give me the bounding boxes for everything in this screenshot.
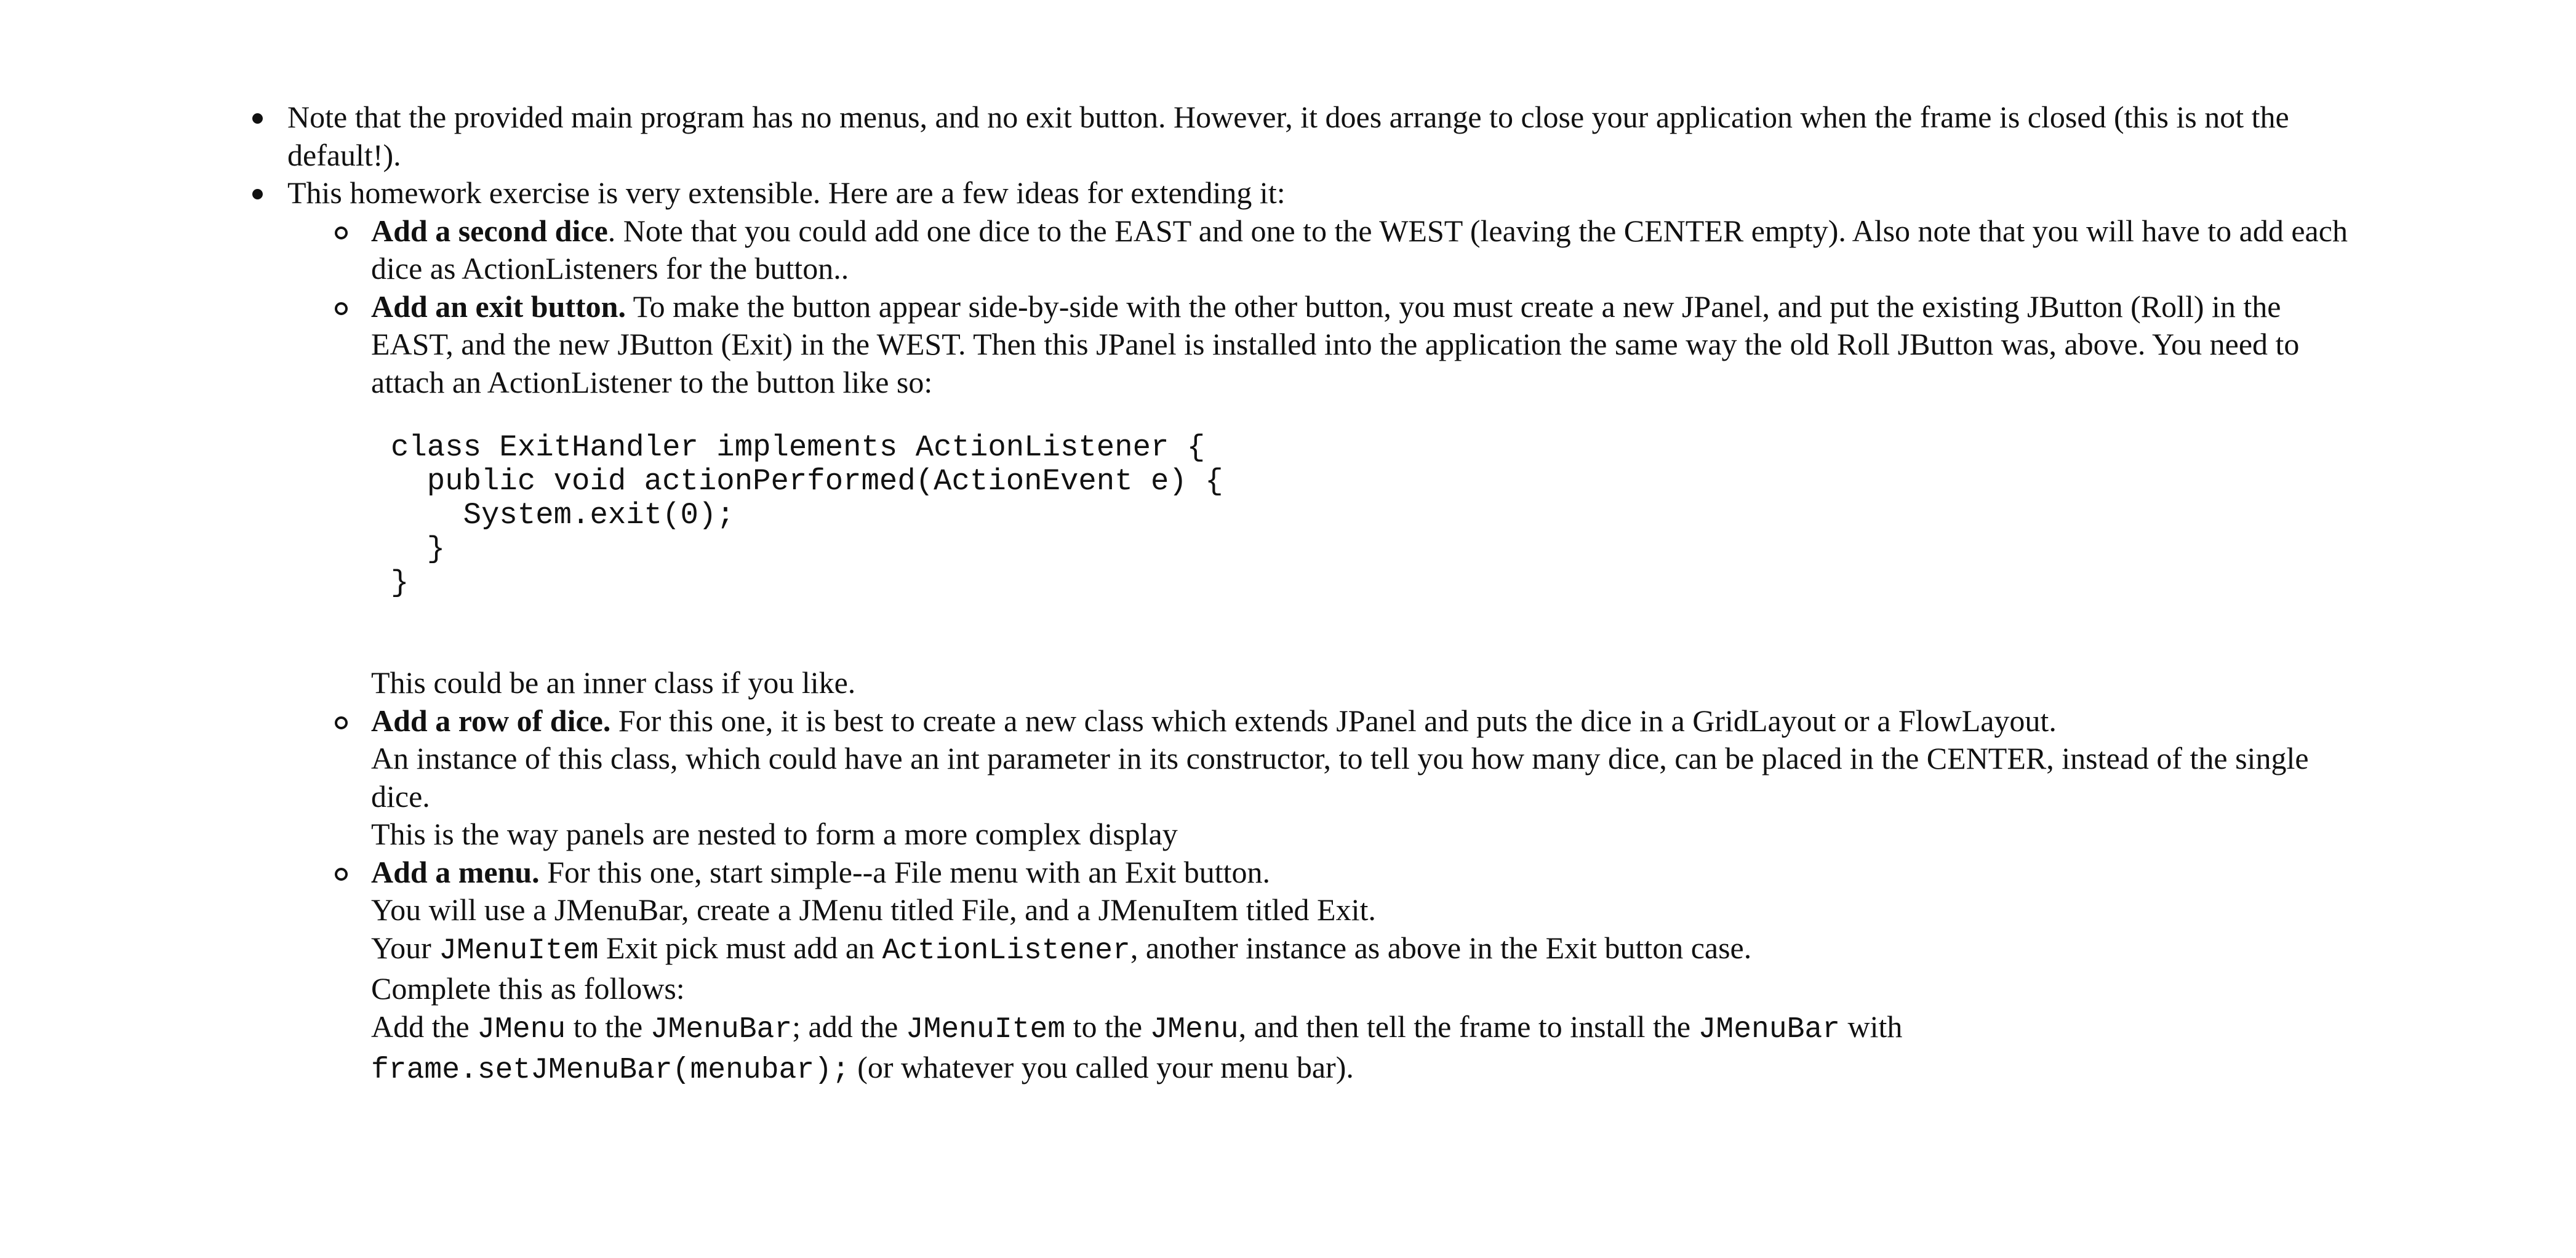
idea-line: This is the way panels are nested to form a more complex display	[371, 817, 1178, 851]
list-item-text: Note that the provided main program has no menus, and no exit button. However, it does arrange to close your application when the frame is closed (this is not the default!).	[287, 100, 2289, 172]
list-item-text: This homework exercise is very extensible. Here are a few ideas for extending it:	[287, 175, 1286, 210]
text-run: Add the	[371, 1009, 478, 1044]
text-run: Exit pick must add an	[598, 930, 882, 965]
code-line: }	[391, 566, 409, 600]
text-run: , another instance as above in the Exit button case.	[1130, 930, 1752, 965]
list-item-no-menus	[246, 98, 2351, 174]
extension-ideas-list	[330, 212, 2351, 1090]
idea-title: Add a row of dice.	[371, 703, 611, 738]
code-line: System.exit(0);	[391, 498, 735, 532]
idea-title: Add a menu.	[371, 854, 540, 889]
hollow-bullet-icon	[335, 302, 348, 315]
code-block	[391, 431, 2351, 600]
idea-line	[371, 1008, 2351, 1090]
code-line: class ExitHandler implements ActionListener {	[391, 430, 1206, 465]
inline-code: JMenu	[477, 1012, 566, 1046]
inline-code: frame.setJMenuBar(menubar);	[371, 1054, 850, 1087]
hollow-bullet-icon	[335, 868, 348, 881]
inline-code: JMenuBar	[650, 1012, 793, 1046]
text-run: ; add the	[792, 1009, 906, 1044]
text-run: to the	[566, 1009, 650, 1044]
inline-code: JMenuBar	[1698, 1012, 1841, 1046]
filled-bullet-icon	[252, 113, 263, 124]
inline-code: JMenu	[1150, 1012, 1239, 1046]
inline-code: JMenuItem	[905, 1012, 1066, 1046]
text-run: with	[1840, 1009, 1903, 1044]
idea-text: For this one, start simple--a File menu with an Exit button.	[539, 854, 1271, 889]
idea-text: To make the button appear side-by-side with the other button, you must create a new JPanel, and put the existing JButton (Roll) in the EAST, and the new JButton (Exit) in the WEST. Then this JPanel is installed into the application the same way the old Roll JButton was, above. You need to attach an ActionListener to the button like so:	[371, 289, 2300, 399]
idea-title: Add an exit button.	[371, 289, 626, 324]
idea-note: This could be an inner class if you like.	[371, 665, 856, 700]
idea-second-dice	[330, 212, 2351, 288]
text-run: Your	[371, 930, 439, 965]
idea-line: Complete this as follows:	[371, 971, 685, 1006]
hollow-bullet-icon	[335, 226, 348, 239]
idea-line: An instance of this class, which could have an int parameter in its constructor, to tell you how many dice, can be placed in the CENTER, instead of the single dice.	[371, 741, 2309, 814]
idea-line	[371, 929, 2351, 971]
idea-line: You will use a JMenuBar, create a JMenu titled File, and a JMenuItem titled Exit.	[371, 892, 1376, 927]
list-item-extensions	[246, 174, 2351, 1090]
code-line: }	[391, 532, 446, 566]
text-run: to the	[1065, 1009, 1150, 1044]
idea-title: Add a second dice	[371, 213, 608, 248]
idea-menu	[330, 854, 2351, 1090]
idea-exit-button	[330, 288, 2351, 702]
inline-code: JMenuItem	[439, 934, 599, 968]
idea-text: . Note that you could add one dice to the EAST and one to the WEST (leaving the CENTER empty). Also note that you will have to add each dice as ActionListeners for the button..	[371, 213, 2348, 286]
inline-code: ActionListener	[882, 934, 1130, 968]
text-run: , and then tell the frame to install the	[1238, 1009, 1698, 1044]
hollow-bullet-icon	[335, 716, 348, 729]
idea-text: For this one, it is best to create a new class which extends JPanel and puts the dice in a GridLayout or a FlowLayout.	[610, 703, 2057, 738]
filled-bullet-icon	[252, 189, 263, 199]
bullet-list	[246, 98, 2351, 1090]
document-body	[246, 98, 2351, 1090]
text-run: (or whatever you called your menu bar).	[849, 1050, 1354, 1084]
code-line: public void actionPerformed(ActionEvent e) {	[391, 464, 1223, 499]
idea-row-of-dice	[330, 702, 2351, 854]
